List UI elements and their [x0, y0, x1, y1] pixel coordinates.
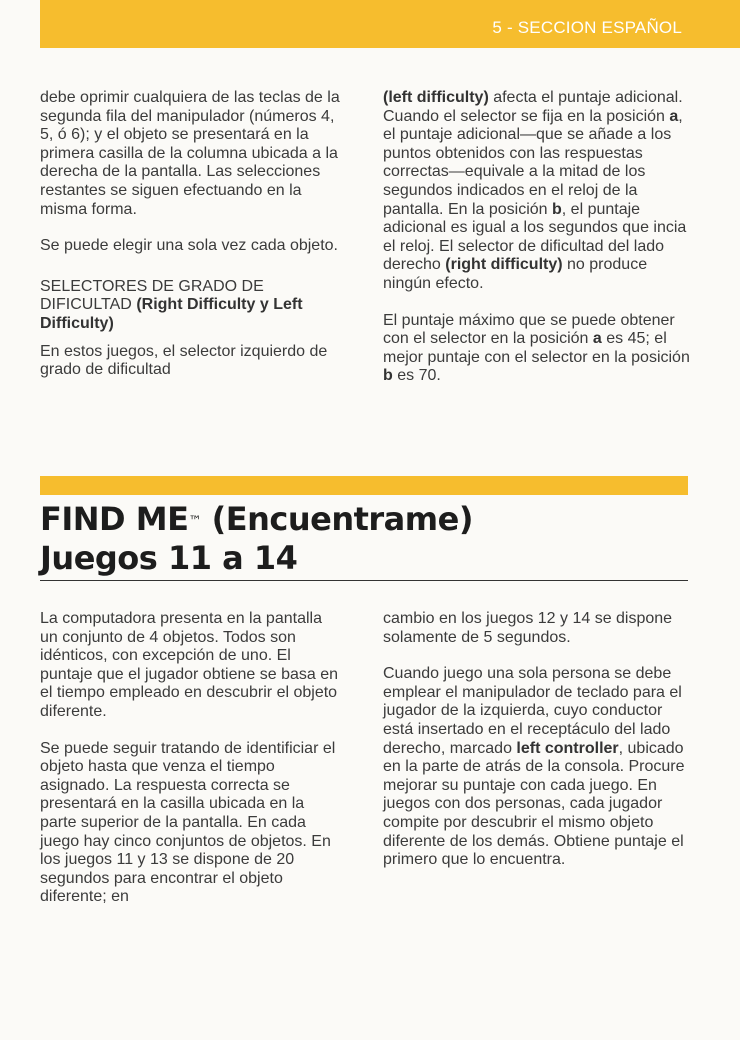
top-right-column: [383, 89, 693, 404]
paragraph: En estos juegos, el selector izquierdo de grado de dificultad: [40, 342, 328, 379]
bold-term: a: [669, 107, 679, 125]
page-title: [40, 500, 473, 578]
bottom-left-column: [40, 610, 340, 925]
text-run: , el puntaje adicional es igual a los segundos que incia el reloj. El selector de dificultad del lado derecho: [383, 200, 687, 274]
text-run: afecta el puntaje adicional. Cuando el selector se fija en la posición: [383, 89, 683, 125]
bold-term: a: [592, 330, 602, 348]
bold-term: (right difficulty): [445, 256, 563, 274]
paragraph: Se puede elegir una sola vez cada objeto.: [40, 237, 338, 255]
title-text: FIND ME: [40, 500, 189, 538]
text-run: es 70.: [392, 367, 441, 385]
bold-term: left controller: [516, 739, 619, 757]
section-divider-bar: [40, 476, 688, 495]
title-text: (Encuentrame): [200, 500, 473, 538]
paragraph: Se puede seguir tratando de identificiar el objeto hasta que venza el tiempo asignado. La respuesta correcta se presentará en la casilla ubicada en la parte superior de la pantalla. En cada juego hay cinco conjuntos de objetos. En los juegos 11 y 13 se dispone de 20 segundos para encontrar el objeto diferente; en: [40, 739, 336, 906]
text-run: El puntaje máximo que se puede obtener con el selector en la posición: [383, 311, 675, 348]
section-heading: [40, 278, 350, 334]
paragraph: [383, 665, 693, 870]
bold-term: b: [383, 367, 393, 385]
text-run: es 45; el mejor puntaje con el selector en la posición: [383, 330, 690, 366]
paragraph: debe oprimir cualquiera de las teclas de la segunda fila del manipulador (números 4, 5, ó 6); y el objeto se presentará en la primera casilla de la columna ubicada a la derecha de la pantalla. Las selecciones restantes se siguen efectuando en la misma forma.: [40, 89, 340, 218]
title-underline: [40, 580, 688, 581]
text-run: , el puntaje adicional—que se añade a los puntos obtenidos con las respuestas correctas—equivale a la mitad de los segundos indicados en el reloj de la pantalla. En la posición: [383, 107, 683, 218]
text-run: Cuando juego una sola persona se debe emplear el manipulador de teclado para el jugador de la izquierda, cuyo conductor está insertado en el receptáculo del lado derecho, marcado: [383, 665, 682, 757]
title-line-1: [40, 500, 473, 539]
title-line-2: Juegos 11 a 14: [40, 539, 298, 577]
bold-term: (left difficulty): [383, 89, 489, 106]
paragraph: cambio en los juegos 12 y 14 se dispone solamente de 5 segundos.: [383, 610, 673, 646]
trademark-mark: ™: [188, 514, 201, 529]
text-run: no produce ningún efecto.: [383, 256, 648, 292]
paragraph: La computadora presenta en la pantalla un conjunto de 4 objetos. Todos son idénticos, con excepción de uno. El puntaje que el jugador obtiene se basa en el tiempo empleado en descubrir el objeto diferente.: [40, 610, 339, 720]
header-bar: [40, 0, 740, 48]
paragraph: [383, 312, 693, 386]
text-run: , ubicado en la parte de atrás de la consola. Procure mejorar su puntaje con cada juego. En juegos con dos personas, cada jugador compite por descubrir el mismo objeto diferente de los demás. Obtiene puntaje el primero que lo encuentra.: [383, 739, 685, 869]
heading-upper: SELECTORES DE GRADO DE DIFICULTAD: [40, 277, 264, 314]
paragraph: [383, 89, 693, 294]
heading-bold: (Right Difficulty y Left Difficulty): [40, 296, 303, 332]
top-left-column: [40, 89, 350, 398]
bottom-right-column: [383, 610, 693, 888]
section-label: 5 - SECCION ESPAÑOL: [492, 18, 682, 37]
bold-term: b: [552, 200, 562, 218]
